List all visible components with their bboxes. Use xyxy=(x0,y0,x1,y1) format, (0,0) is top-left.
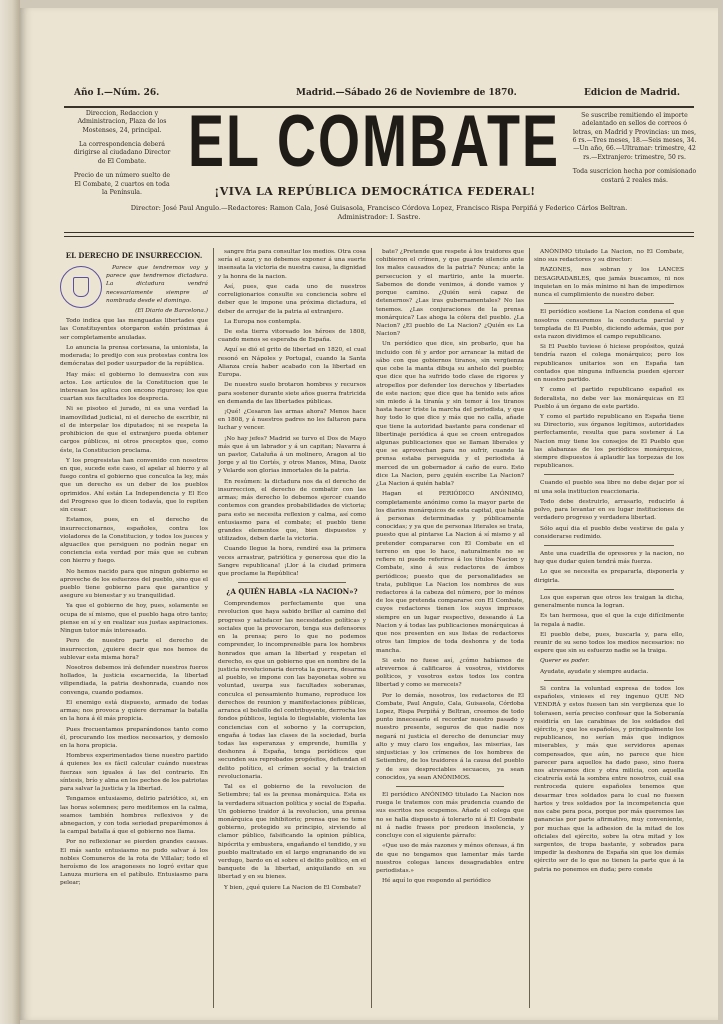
paragraph: Ni se pisoteo el jurado, ni es una verdad la inamovilidad judicial, ni el derecho de escribir, ni el de interpelar los diputados; ni se respeta la prohibicion de que el extranjero pueda obtener cargos públicos, ni otros preceptos que, como éste, la Constitucion proclama. xyxy=(60,406,208,454)
paragraph: Si El Pueblo tuviese ó hiciese propósitos, quizá tendría razon el colega monárquico; pero los republicanos unitarios son en España tan contados que ninguna influencia pueden ejercer en nuestro partido. xyxy=(534,344,684,384)
paragraph: Hagan el PERIÓDICO ANÓNIMO, completamente anónimo como la mayor parte de los diarios monárquicos de esta capital, que había á personas determinadas y públicamente conocidas; y ya que de personas literales se trata, puesto que al pintarse La Nacion á sí mismo y al pretender compararse con El Combate en el terreno en que lo hace, naturalmente no se refiere ni puede referirse á los títulos Nacion y Combate, sino á sus redactores de ámbos periódicos; puesto que de personalidades se trata, publique La Nacion los nombres de sus redactores á la cabeza del número, por lo ménos de los que pretenda compararse con El Combate, cuyos redactores tienen los suyos impresos siempre en un lugar respectivo, deseando á La Nacion y á todas las publicaciones monárquicas á que nos presenten en sus listas de redactores otros tan limpios de toda deshonra y de toda mancha. xyxy=(376,491,524,654)
issue-number: Año I.—Núm. 26. xyxy=(74,88,160,98)
paragraph: Y como el partido republicano español es federalista, no debe ver las monárquicas en El Pueblo á un órgano de este partido. xyxy=(534,387,684,410)
header-rule-2 xyxy=(64,236,694,237)
paragraph: No hemos nacido para que ningun gobierno se aproveche de los esfuerzos del pueblo, sino que el pueblo tiene gobierno para que garantice y asegure su bienestar y su tranquilidad. xyxy=(60,568,208,600)
paragraph: Sólo aquí dia el pueblo debe vestirse de gala y considerarse redimido. xyxy=(534,525,684,540)
paragraph: Los que esperan que otros les traigan la dicha, generalmente nunca la logran. xyxy=(534,594,684,610)
paragraph: Ya que el gobierno de hoy, pues, solamente se ocupa de sí mismo, que el pueblo haga otro tanto; piense en sí y en realizar sus justas aspiraciones. Ningun tutor más interesado. xyxy=(60,603,208,635)
column-separator xyxy=(213,248,214,1008)
library-stamp xyxy=(60,266,102,308)
paragraph: bate? ¿Pretende que respete á los traidores que cohibieron el crímen, y que guarde silencio ante los males causados de la patria? Nunca; ante la persecucion y el martirio, ante la muerte. Sabemos de donde venimos, á donde vamos y porque camino. ¿Quién será capaz de detenernos? ¿Las iras gubernamentales? No las tenemos. ¿Las conjuraciones de la prensa monárquica? Las ahoga la cólera del pueblo. ¿La Nacion? ¿El pueblo de La Nacion? ¿Quién es La Nacion? xyxy=(376,249,524,338)
epigraph: Parece que tendremos voy y parece que tendremos dictadura. La dictadura vendrá necesariamente siempre al nombrada desde el domingo. xyxy=(106,264,208,304)
address-text: Direccion, Redaccion y Administracion, Plaza de los Mostenses, 24, principal. xyxy=(77,110,167,134)
newspaper-title: EL COMBATE xyxy=(187,101,560,183)
edition-label: Edicion de Madrid. xyxy=(584,88,680,98)
paragraph: Si contra la voluntad expresa de todos los españoles, vinieses el rey ingenuo QUE NO VENDRÁ y estos fuesen tan sin vergüenza que lo tolerasen, sería preciso confesar que la Soberanía residiría en las carabinas de los soldados del ejército, y que los españoles, y principalmente los republicanos, no serían más que indignos miserables, y más que servidores apenas compensados, que aún, no parece que hice parecer para aquellos ha dado paso, sino fuera nos atrevamos dice y otra milicia, con aquella cicatrería está la sombra entre nosotros, cuál esa rentroceda quiere españoles tenemos que desarmar tres soldados para lo cual no fuesen hartos y tres soldados por la incompetencia que nos cabe pera poca, porque por más queremos las ganancias por parte afirmativo, muy conveniente, por muchas que la adhesion de la mitad de los oficiales del ejército, sobre la otra mitad y los sargentos, de tropa bastante, y sobrados para impedir la deshonra de España sin que los demás ejército ser de lo que no tienen la parte que á la patria no ponemos en duda; pero conste xyxy=(534,685,684,873)
paragraph: Ante una cuadrilla de opresores y la nacion, no hay que dudar quien tendrá más fuerza. xyxy=(534,551,684,566)
paragraph: Estamos, pues, en el derecho de insurreccionarnos, españoles, contra los violadores de la Constitucion, y todos los jueces y alguaciles que persiguen no podrán negar en conciencia esta verdad por más que se cubran con hierro y fuego. xyxy=(60,517,208,565)
paragraph: El pueblo debe, pues, buscarla y, para ello, reunir de su seno todos los medios necesarios: no espere que sin su esfuerzo nadie se la traiga. xyxy=(534,631,684,655)
paragraph: «Que uso de más razones y ménos ofensas, á fin de que no tengamos que lamentar más tarde nuestros colegas lances desagradables entre periodistas.» xyxy=(376,843,524,874)
paragraph: El periódico ANÓNIMO titulado La Nacion nos ruega le tratemos con más prudencia cuando de sus escritos nos ocupemos. Añade el colega que no se halla dispuesto á tolerarlo ni á El Combate ni á nadie frases por predeon insolencia, y concluye con el siguiente párrafo: xyxy=(376,792,524,840)
paragraph: Tal es el gobierno de la revolucion de Setiembre; tal es la prensa monárquica. Esta es la verdadera situacion política y social de España. Un gobierno traidor á la revolucion, una prensa monárquica que inhibitorio; prensa que no teme gobierno, protegido su principio, sirviendo al clamor público, falsificando la opinion pública, hipócrita y embustera, engañando el tendido, y su pueblo maltratado en el largo engranando de su verdugo, bardo en el sobre el delito político, en el banquete de la libertad, aniquilando en su libertad y en su bienes. xyxy=(218,784,366,881)
paragraph: Lo anuncia la prensa cortesana, la unionista, la moderada; lo predijo con sus protestas contra los demócratas del poder usurpador de la república. xyxy=(60,344,208,368)
paragraph: sangre fria para consultar los medios. Otra cosa sería el azar, y no debemos exponer á una suerte insensata la victoria de nuestra causa, la dignidad y la honra de la nacion. xyxy=(218,249,366,280)
paragraph: Y como el partido republicano en España tiene su Directorio, sus órganos legítimos, autoridades perfectamente, resulta que para sostener á La Nacion muy tiene los consejos de El Pueblo que las alabanzas de los periódicos monárquicos, siempre dispuestos á aplaudir las torpezas de los republicanos. xyxy=(534,413,684,470)
column-4 xyxy=(534,248,684,1008)
tagline: ¡VIVA LA REPÚBLICA DEMOCRÁTICA FEDERAL! xyxy=(214,185,536,198)
binding-edge xyxy=(0,0,20,1024)
paragraph: Comprendemos perfectamente que una revolucion que haya sabido brillar al camino del progreso y satisfacer las necesidades políticas y sociales que la provocaron, tenga sus defensores en la prensa; pero lo que no podemos comprender, lo incomprensible para los hombres honrados que aman la libertad y respetan el derecho, es que un gobierno que en nombre de la justicia revolucionaria derrota la guerra, desarma al pueblo, se impone con las bayonetas sobre su voluntad, usurpa sus facultades soberanas, conculca el pensamiento humano, reproduce los derechos de reunion y manifestaciones públicas, arranca el bolsillo del contribuyente, derrocha los fondos públicos, legisla lo ilegislable, violenta las conciencias con el soborno y la corrupcion, engaña á todas las clases de la sociedad, burla todas las esperanzas y emprende, humilla y deshonra á España, tenga periódicos que secunden sus reprobados propósitos, defiendan el delito político, el crímen social y la traicion revolucionaria. xyxy=(218,601,366,780)
epigraph-source: (El Diario de Barcelona.) xyxy=(135,308,208,315)
section-divider xyxy=(544,589,674,590)
section-divider xyxy=(238,582,346,583)
paragraph: Aquí se dió el grito de libertad en 1820, el cual resonó en Nápoles y Portugal, cuando la Santa Alianza creía haber acabado con la libertad en Europa. xyxy=(218,347,366,379)
editors-text: Director: José Paul Angulo.—Redactores: Ramon Cala, José Guisasola, Francisco Córdova Lopez, Francisco Rispa Perpiñá y Federico Cárlos Beltran. xyxy=(130,204,628,212)
paragraph: El enemigo está dispuesto, armado de todas armas; nos provoca y quiere derramar la batalla en la hora á él más propicia. xyxy=(60,699,208,723)
paragraph: La Europa nos contempla. xyxy=(224,318,302,325)
paragraph: Pero de nuestro parte el derecho de insurreccion, ¿quiere decir que nos hemos de sublevar esta misma hora? xyxy=(60,638,208,661)
paragraph: Nosotros debemos irá defender nuestros fueros hollados, la justicia escarnecida, la libertad vilipendiada, la patria deshonrada, cuando nos convenga, cuando podamos. xyxy=(60,665,208,696)
paragraph: De esta tierra vitoreado los héroes de 1808, cuando menos se esperaba de España. xyxy=(218,328,366,344)
administrator-text: Administrador: I. Sastre. xyxy=(337,213,421,222)
section-divider xyxy=(544,303,674,304)
section-divider xyxy=(544,680,674,681)
paragraph: Por no reflexionar se pierden grandes causas. El más santo entusiasmo no pudo salvar á los nobles Comuneros de la rota de Villalar; todo el heroísmo de los aragoneses no logró evitar que Lanuza muriera en el patíbulo. Entusiasmo para pelear; xyxy=(60,839,208,887)
column-2 xyxy=(218,248,366,1008)
publisher-info-box xyxy=(72,110,172,203)
column-separator xyxy=(529,248,530,1008)
paragraph: En resúmen: la dictadura nos da el derecho de insurreccion, el derecho de combatir con las armas; más derecho lo debemos ejercer cuando contemos con grandes probabilidades de victoria; para esto se necesita reflexion y calma, así como entusiasmo para el combate; el pueblo tiene grandes elementos que, bien dispuestos y utilizados, deben darle la victoria. xyxy=(218,478,366,543)
paragraph: Es tan hermosa, que el que la cuje difícilmente la regala á nadie. xyxy=(534,613,684,628)
column-separator xyxy=(371,248,372,1008)
article-heading: ¿A QUIÉN HABLA «LA NACION»? xyxy=(226,587,358,597)
section-divider xyxy=(544,474,674,475)
staff-line xyxy=(64,204,694,222)
paragraph: ANÓNIMO titulado La Nacion, no El Combate, sino sus redactores y su director: xyxy=(534,249,684,264)
paragraph: Si esto no fuese así, ¿cómo habíamos de atrevernos á calificaros á vosotros, vividores políticos, y vosotros estos todos los contra libertad y como se mereceis? xyxy=(376,657,524,689)
paragraph: Querer es poder. xyxy=(540,658,590,665)
header-rule xyxy=(64,232,694,233)
paragraph: Cuando llegue la hora, rendiré esa la primera veces arrastrar, patriótica y generosa que dio la Sangre republicana! ¡Llor á la ciudad primera que proclame la República! xyxy=(218,546,366,578)
issue-date: Madrid.—Sábado 26 de Noviembre de 1870. xyxy=(296,88,517,98)
paragraph: El periódico sostiene La Nacion condena el que nosotros censuremos la conducta parcial y templada de El Pueblo, diciendo además, que por esta razon dividimos el campo republicano. xyxy=(534,309,684,340)
price-text: Precio de un número suelto de El Combate, 2 cuartos en toda la Península. xyxy=(73,172,171,196)
paragraph: Un periódico que dice, sin probarlo, que ha incluido con fé y ardor por arrancar la mitad de sábo con que gobiernos tiranos, sin vergüenza que cebe la manta dibuja su anhelo del pueblo; que dice que ha sufrido todo clase de rigores y atropellos por defender los derechos y libertades de este nacion; que dice que ha tenido seis años sin miedo á la tiranía y sin temor á los tiranos hasta hacer triste la marcha del periodista, y que hoy todo lo que dice y más que no calla, añade que tiene la autoridad bastante para condenar el libertinaje periódica á que se creen entregados algunas publicaciones que se llaman liberales y que se aprovechan para no sufrir, cuando la prensa estaba perseguida y el periodista á merced de un gobernador á caño de euro. Esto dice La Nacion, pero ¿quién escribe La Nacion? ¿La Nacion á quién habla? xyxy=(376,341,524,488)
paragraph: Pues frecuentamos preparándonos tanto como él, procurando los medios necesarios, y demoslo en la hora propicia. xyxy=(60,726,208,749)
column-1 xyxy=(60,248,208,1008)
paragraph: Hay más: el gobierno lo demuestra con sus actos. Los artículos de la Constitucion que le interesan los aplica con encono riguroso; los que cuartan sus facultades los desprecia. xyxy=(60,371,208,403)
paragraph: Y los progresistas han convenido con nosotros en que, sucede este caso, el apelar al hierro y al fuego contra el gobierno que conculca la ley, más que un derecho es un deber de los pueblos oprimidos. Ahí están La Independencia y El Eco del Progreso que lo dicen todavía, que lo repiten sin cesar. xyxy=(60,457,208,514)
paragraph: ¡Qué! ¿Cesaron las armas ahora? Menos hace en 1808, y á nuestros padres no les faltaron para luchar y vencer. xyxy=(218,408,366,432)
paragraph: Así, pues, que cada uno de nuestros correligionarios consulte su conciencia sobre el deber que le impone una próxima dictadura, el deber de arrojar de la patria al extranjero. xyxy=(218,283,366,315)
paragraph: Cuando el pueblo sea libre no debe dejar por sí ni una sola institucion reaccionaria. xyxy=(534,480,684,495)
paragraph: Tengamos entusiasmo, delirio patriótico, si, en las horas solemnes; pero meditemos en la calma, seamos también hombres reflexivos y de abnegacion, y con toda seriedad preparémonos á la campal batalla á que el gobierno nos llama. xyxy=(60,796,208,836)
paragraph: Por lo demás, nosotros, los redactores de El Combate, Paul Angulo, Cala, Guisasola, Córdoba Lopez, Rispa Perpiñá y Beltran, creemos de todo punto innecesario el recordar nuestro pasado y nuestro presente, seguros de que nadie nos negará ni justicia el derecho de denunciar muy alto y muy claro los engaños, las miserias, las sinjusticias y los crímenes de los hombres de Setiembre, de los traidores á la causa del pueblo y de sus despreciables secuaces, ya sean conocidos, ya sean ANÓNIMOS. xyxy=(376,692,524,781)
newspaper-page xyxy=(20,8,718,1020)
paragraph: Todo debe destruirlo, arrasarlo, reducirlo á polvo, para levantar en su lugar instituciones de verdadero progreso y verdadera libertad. xyxy=(534,498,684,522)
commission-text: Toda suscricion hecha por comisionado costará 2 reales más. xyxy=(572,168,697,184)
subscription-info-box xyxy=(572,112,697,191)
article-heading: EL DERECHO DE INSURRECCION. xyxy=(65,251,203,260)
section-divider xyxy=(396,786,504,787)
paragraph: RAZONES, nos sobran y los LANCES DESAGRADABLES, que jamás buscamos, ni nos inquietan en lo más mínimo ni han de impedirnos nunca el cumplimiento de nuestro deber. xyxy=(534,267,684,299)
subscription-text: Se suscribe remitiendo el importe adelantado en sellos de correos ó letras, en Madrid y Provincias: un mes, 6 rs.—Tres meses, 18.—Seis meses, 34.—Un año, 66.—Ultramar: trimestre, 42 rs.—Extranjero: trimestre, 50 rs. xyxy=(572,112,697,161)
paragraph: Ayudate, ayudate y siempre audacia. xyxy=(540,668,649,675)
paragraph: ¡No hay jefes? Madrid se turvo el Dos de Mayo más que á un labrador y á un capitan; Navarra á un pastor, Cataluña á un molinero, Aragon al tio Jorge y al tio Cortés, y otros Manos, Mina, Daoiz y Velarde son glorias inmortales de la patria. xyxy=(218,435,366,475)
paragraph: De nuestro suelo brotaron hombres y recursos para sostener durante siete años guerra fratricida en demanda de las libertades públicas. xyxy=(218,382,366,405)
paragraph: Hombres experimentados tiene nuestro partido á quienes les es fácil calcular cuándo nuestras fuerzas son iguales á las del contrario. En síntesis, brío y alma en los pechos de los patriotas para salvar la justicia y la libertad. xyxy=(60,753,208,793)
correspondence-text: La correspondencia deberá dirigirse al ciudadano Director de El Combate. xyxy=(73,141,171,165)
paragraph: Lo que se necesita es prepararla, disponerla y dirigirla. xyxy=(534,569,684,584)
paragraph: Todo indica que las menguadas libertades que las Constituyentes otorgaron estén próximas á ser completamente anuladas. xyxy=(60,318,208,341)
column-3 xyxy=(376,248,524,1008)
paragraph: Hé aquí lo que respondo al periódico xyxy=(382,878,491,885)
section-divider xyxy=(544,545,674,546)
paragraph: Y bien, ¿qué quiere La Nacion de El Combate? xyxy=(224,884,361,891)
